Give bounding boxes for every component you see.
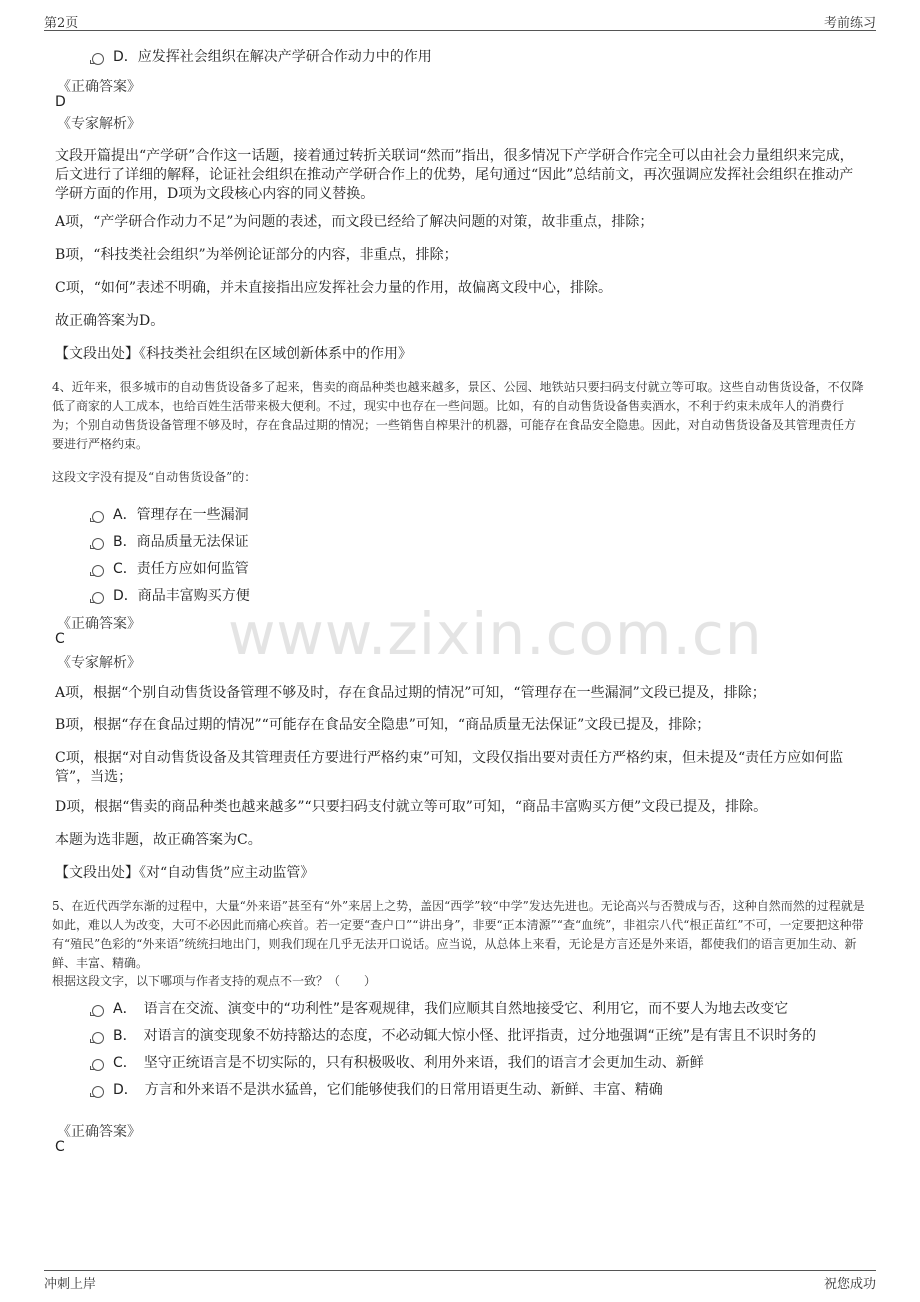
q3-conclusion: 故正确答案为D。 (55, 313, 165, 329)
q4-answer-label: 《正确答案》 (57, 616, 141, 632)
q4-conclusion: 本题为选非题，故正确答案为C。 (55, 832, 262, 848)
page-footer (44, 1270, 876, 1292)
q5-question: 根据这段文字，以下哪项与作者支持的观点不一致？（ ） (52, 974, 377, 988)
q4-option-d[interactable]: D．商品丰富购买方便 (92, 585, 250, 605)
radio-icon[interactable] (92, 511, 104, 523)
q3-answer-label: 《正确答案》 (57, 79, 141, 95)
q4-answer: C (55, 631, 65, 647)
q4-analysis-c: C项，根据“对自动售货设备及其管理责任方要进行严格约束”可知，文段仅指出要对责任方严格约束，但未提及“责任方应如何监管”，当选； (55, 750, 844, 785)
q4-analysis-label: 《专家解析》 (57, 655, 141, 671)
radio-icon[interactable] (92, 538, 104, 550)
footer-right-text: 祝您成功 (823, 1277, 876, 1292)
q3-analysis-summary: 文段开篇提出“产学研”合作这一话题，接着通过转折关联词“然而”指出，很多情况下产学研合作完全可以由社会力量组织来完成，后文进行了详细的解释，论证社会组织在推动产学研合作上的优势，尾句通过“因此”总结前文，再次强调应发挥社会组织在推动产学研方面的作用，D项为文段核心内容的同义替换。 (55, 148, 854, 202)
q4-option-a[interactable]: A．管理存在一些漏洞 (92, 504, 249, 524)
q5-option-d[interactable]: D． 方言和外来语不是洪水猛兽，它们能够使我们的日常用语更生动、新鲜、丰富、精确 (92, 1079, 663, 1099)
q3-analysis-a: A项，“产学研合作动力不足”为问题的表述，而文段已经给了解决问题的对策，故非重点，排除； (55, 214, 654, 230)
q3-answer: D (55, 94, 66, 110)
radio-icon[interactable] (92, 592, 104, 604)
q5-answer-label: 《正确答案》 (57, 1124, 141, 1140)
q3-option-d[interactable]: D．应发挥社会组织在解决产学研合作动力中的作用 (92, 46, 432, 66)
q5-option-c[interactable]: C． 坚守正统语言是不切实际的，只有积极吸收、利用外来语，我们的语言才会更加生动、新鲜 (92, 1052, 704, 1072)
q5-option-b[interactable]: B． 对语言的演变现象不妨持豁达的态度，不必动辄大惊小怪、批评指责，过分地强调“正统”是有害且不识时务的 (92, 1025, 816, 1045)
q4-question: 这段文字没有提及“自动售货设备”的： (52, 470, 257, 484)
radio-icon[interactable] (92, 1059, 104, 1071)
radio-icon[interactable] (92, 565, 104, 577)
radio-icon[interactable] (92, 53, 104, 65)
page-header (44, 12, 876, 31)
q5-option-a[interactable]: A． 语言在交流、演变中的“功利性”是客观规律，我们应顺其自然地接受它、利用它，而不要人为地去改变它 (92, 998, 788, 1018)
q4-analysis-d: D项，根据“售卖的商品种类也越来越多”“只要扫码支付就立等可取”可知，“商品丰富购买方便”文段已提及，排除。 (55, 799, 768, 815)
q4-source: 【文段出处】《对“自动售货”应主动监管》 (55, 865, 315, 881)
header-title: 考前练习 (823, 16, 876, 31)
q4-stem: 4、近年来，很多城市的自动售货设备多了起来，售卖的商品种类也越来越多，景区、公园、地铁站只要扫码支付就立等可取。这些自动售货设备，不仅降低了商家的人工成本，也给百姓生活带来极大便利。不过，现实中也存在一些问题。比如，有的自动售货设备售卖酒水，不利于约束未成年人的消费行为；个别自动售货设备管理不够及时，存在食品过期的情况；一些销售自榨果汁的机器，可能存在食品安全隐患。因此，对自动售货设备及其管理责任方要进行严格约束。 (52, 380, 864, 451)
q4-option-c[interactable]: C．责任方应如何监管 (92, 558, 249, 578)
radio-icon[interactable] (92, 1032, 104, 1044)
page-number: 第2页 (44, 16, 79, 31)
q3-analysis-b: B项，“科技类社会组织”为举例论证部分的内容，非重点，排除； (55, 247, 458, 263)
q4-option-b[interactable]: B．商品质量无法保证 (92, 531, 249, 551)
q4-analysis-a: A项，根据“个别自动售货设备管理不够及时，存在食品过期的情况”可知，“管理存在一些漏洞”文段已提及，排除； (55, 685, 766, 701)
q3-analysis-label: 《专家解析》 (57, 116, 141, 132)
q5-stem: 5、在近代西学东渐的过程中，大量“外来语”甚至有“外”来居上之势，盖因“西学”较“中学”发达先进也。无论高兴与否赞成与否，这种自然而然的过程就是如此，难以人为改变，大可不必因此而痛心疾首。若一定要“查户口”“讲出身”，非要“正本清源”“查“血统”，非祖宗八代“根正苗红”不可，一定要把这种带有“殖民”色彩的“外来语”统统扫地出门，则我们现在几乎无法开口说话。应当说，从总体上来看，无论是方言还是外来语，都使我们的语言更加生动、新鲜、丰富、精确。 (52, 899, 865, 970)
q3-analysis-c: C项，“如何”表述不明确，并未直接指出应发挥社会力量的作用，故偏离文段中心，排除。 (55, 280, 613, 296)
watermark: www.zixin.com.cn (228, 600, 763, 668)
q5-answer: C (55, 1139, 65, 1155)
radio-icon[interactable] (92, 1005, 104, 1017)
q4-analysis-b: B项，根据“存在食品过期的情况”“可能存在食品安全隐患”可知，“商品质量无法保证”文段已提及，排除； (55, 717, 711, 733)
radio-icon[interactable] (92, 1086, 104, 1098)
footer-left-text: 冲刺上岸 (44, 1277, 97, 1292)
q3-source: 【文段出处】《科技类社会组织在区域创新体系中的作用》 (55, 346, 412, 362)
